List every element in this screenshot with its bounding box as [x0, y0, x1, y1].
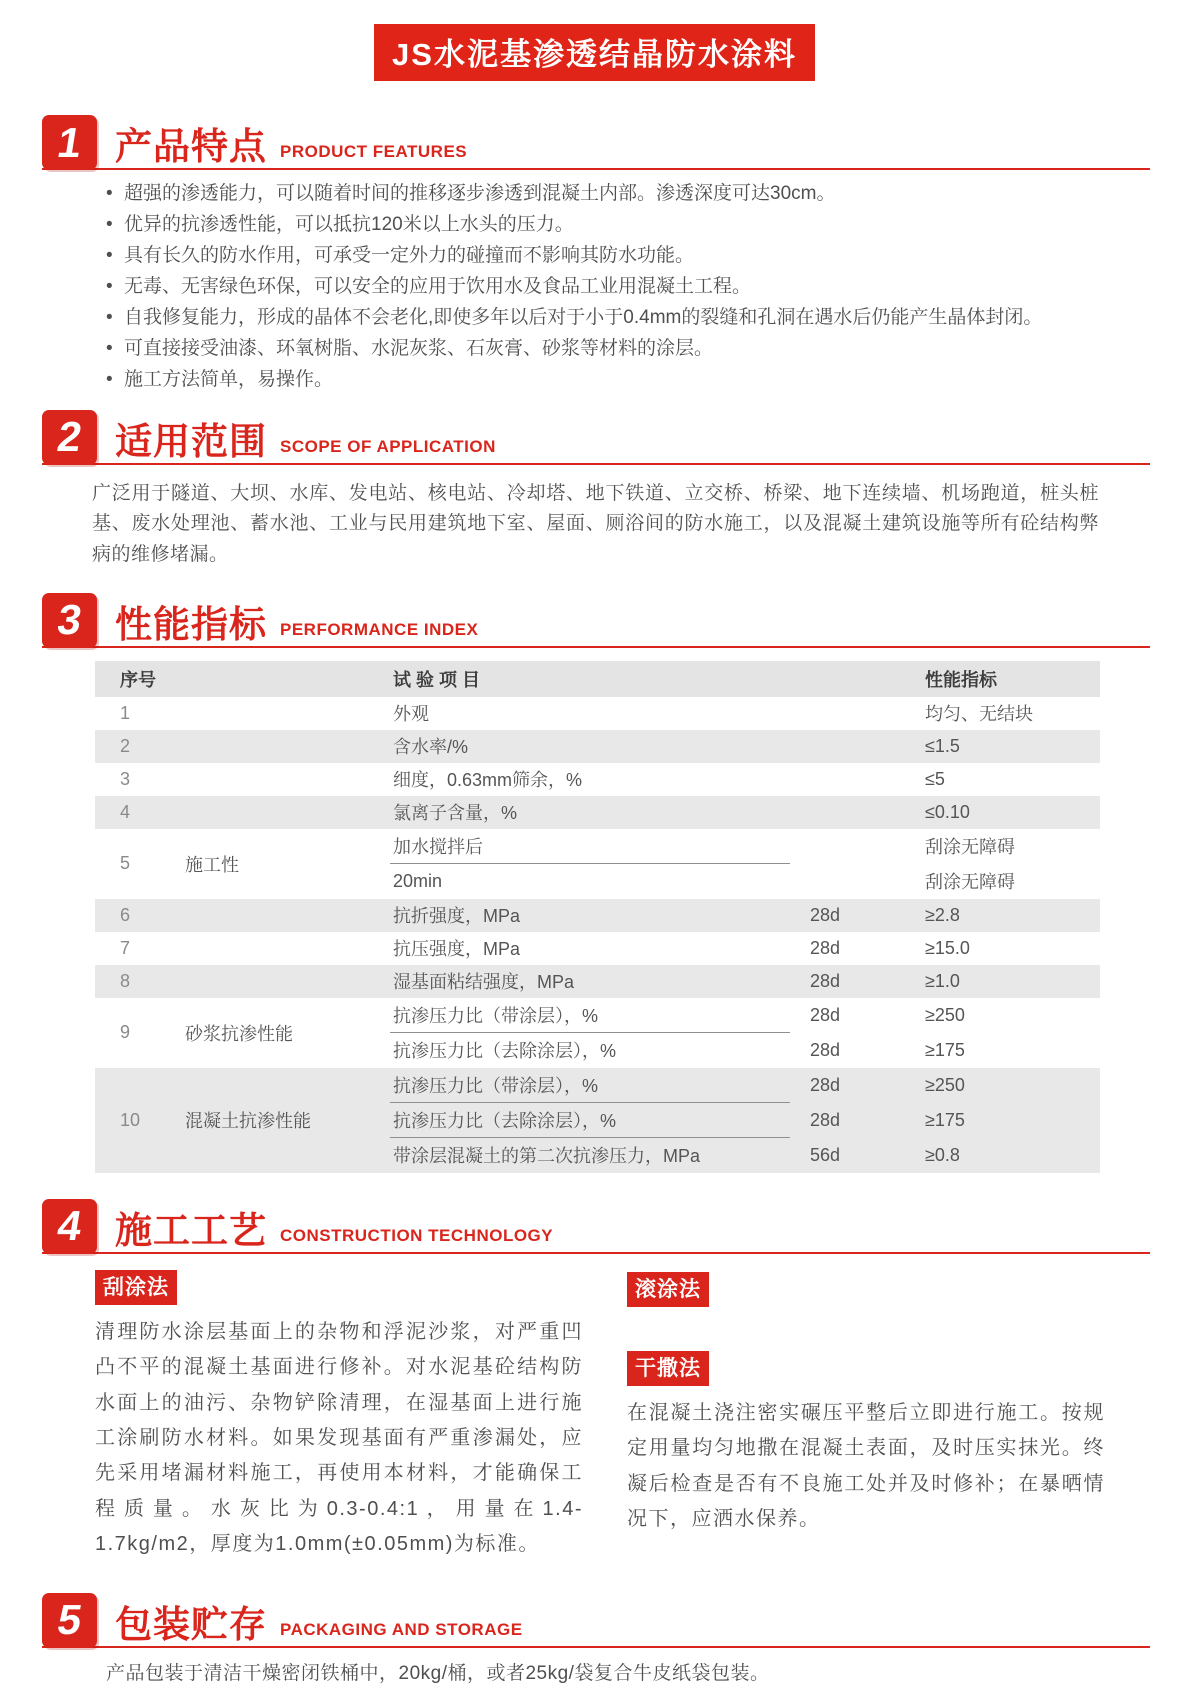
cell-age: 28d — [810, 1109, 841, 1130]
packaging-paragraph: 产品包装于清洁干燥密闭铁桶中，20kg/桶，或者25kg/袋复合牛皮纸袋包装。 — [106, 1662, 770, 1684]
cell-name: 加水搅拌后 — [390, 829, 790, 864]
table-row: 2 含水率/% ≤1.5 — [95, 730, 1100, 763]
section-title-scope: 适用范围 — [115, 420, 267, 462]
feature-item: • 超强的渗透能力，可以随着时间的推移逐步渗透到混凝土内部。渗透深度可达30cm。 — [106, 184, 1129, 204]
construction-methods — [95, 1270, 1105, 1563]
section-number-4: 4 — [42, 1199, 97, 1254]
table-row: 4 氯离子含量，% ≤0.10 — [95, 796, 1100, 829]
cell-name: 抗渗压力比（带涂层），% — [390, 998, 790, 1033]
section-subtitle-construction: CONSTRUCTION TECHNOLOGY — [280, 1225, 554, 1245]
cell-age: 56d — [810, 1144, 841, 1165]
table-header-row — [95, 661, 1100, 697]
cell-value: 刮涂无障碍 — [925, 872, 1015, 893]
col-header-index: 性能指标 — [925, 669, 997, 690]
cell-value: ≥250 — [925, 1004, 965, 1025]
method-badge-dry: 干撒法 — [627, 1351, 709, 1386]
cell-value: ≤0.10 — [925, 801, 970, 822]
section-header-features — [42, 115, 1150, 170]
cell-value: ≥15.0 — [925, 937, 970, 958]
cell-age: 28d — [810, 1074, 841, 1095]
cell-group: 砂浆抗渗性能 — [185, 1023, 293, 1044]
cell-value: ≤1.5 — [925, 735, 960, 756]
cell-name: 抗渗压力比（去除涂层），% — [393, 1041, 617, 1062]
cell-name: 抗折强度，MPa — [393, 906, 521, 927]
col-header-spacer — [185, 661, 390, 697]
section-subtitle-packaging: PACKAGING AND STORAGE — [280, 1619, 523, 1639]
cell-name: 抗渗压力比（去除涂层），% — [390, 1103, 790, 1138]
cell-value: 均匀、无结块 — [925, 704, 1033, 725]
cell-name: 外观 — [393, 704, 429, 725]
section-number-5: 5 — [42, 1593, 97, 1648]
section-header-construction — [42, 1199, 1150, 1254]
cell-value: ≤5 — [925, 768, 945, 789]
cell-age: 28d — [810, 1039, 841, 1060]
cell-value: ≥175 — [925, 1039, 965, 1060]
method-badge-scrape: 刮涂法 — [95, 1270, 177, 1305]
cell-name: 氯离子含量，% — [393, 803, 518, 824]
table-row: 7 抗压强度，MPa 28d ≥15.0 — [95, 932, 1100, 965]
cell-age — [790, 730, 905, 763]
cell-value: ≥0.8 — [925, 1144, 960, 1165]
col-header-item: 试 验 项 目 — [393, 669, 481, 690]
cell-name: 带涂层混凝土的第二次抗渗压力，MPa — [393, 1146, 701, 1167]
cell-age — [790, 829, 905, 864]
scrape-method-column — [95, 1270, 583, 1563]
section-subtitle-scope: SCOPE OF APPLICATION — [280, 436, 496, 456]
section-title-packaging: 包装贮存 — [115, 1603, 267, 1645]
table-row: 8 湿基面粘结强度，MPa 28d ≥1.0 — [95, 965, 1100, 998]
table-row: 5 施工性 加水搅拌后 刮涂无障碍 20min 刮涂无障碍 — [95, 829, 1100, 899]
performance-table — [95, 661, 1100, 1173]
table-row: 6 抗折强度，MPa 28d ≥2.8 — [95, 899, 1100, 932]
scrape-method-paragraph: 清理防水涂层基面上的杂物和浮泥沙浆，对严重凹凸不平的混凝土基面进行修补。对水泥基砼结构防水面上的油污、杂物铲除清理，在湿基面上进行施工涂刷防水材料。如果发现基面有严重渗漏处，应先采用堵漏材料施工，再使用本材料，才能确保工程质量。水灰比为0.3-0.4:1，用量在1.4-1.7kg/m2，厚度为1.0mm(±0.05mm)为标准。 — [95, 1320, 583, 1556]
cell-age — [790, 697, 905, 730]
roll-dry-method-column — [627, 1270, 1105, 1563]
section-subtitle-features: PRODUCT FEATURES — [280, 142, 468, 161]
section-title-performance: 性能指标 — [115, 603, 267, 645]
table-row: 10 混凝土抗渗性能 抗渗压力比（带涂层），% 28d ≥250 抗渗压力比（去除涂层），% 28d ≥175 带涂层混凝土的第二次抗渗压力，MPa 56d ≥0.8 — [95, 1068, 1100, 1173]
dry-method-paragraph: 在混凝土浇注密实碾压平整后立即进行施工。按规定用量均匀地撒在混凝土表面，及时压实抹光。终凝后检查是否有不良施工处并及时修补；在暴晒情况下，应洒水保养。 — [627, 1401, 1105, 1531]
cell-name: 含水率/% — [393, 737, 469, 758]
section-title-construction: 施工工艺 — [115, 1209, 267, 1251]
method-badge-roll: 滚涂法 — [627, 1272, 709, 1307]
col-header-no: 序号 — [120, 669, 156, 690]
cell-group: 混凝土抗渗性能 — [185, 1111, 311, 1132]
feature-item: • 自我修复能力，形成的晶体不会老化,即使多年以后对于小于0.4mm的裂缝和孔洞在遇水后仍能产生晶体封闭。 — [106, 308, 1129, 328]
cell-age: 28d — [810, 937, 841, 958]
page-header — [0, 0, 1189, 81]
cell-age: 28d — [810, 970, 841, 991]
section-header-packaging — [42, 1593, 1150, 1648]
cell-name: 细度，0.63mm筛余，% — [393, 770, 583, 791]
cell-value: 刮涂无障碍 — [925, 837, 1015, 858]
cell-value: ≥2.8 — [925, 904, 960, 925]
section-title-features: 产品特点 — [115, 126, 267, 167]
cell-age — [790, 796, 905, 829]
feature-item: • 优异的抗渗透性能，可以抵抗120米以上水头的压力。 — [106, 215, 1129, 235]
page-title-banner: JS水泥基渗透结晶防水涂料 — [374, 24, 815, 81]
feature-list — [106, 184, 1129, 390]
feature-item: • 具有长久的防水作用，可承受一定外力的碰撞而不影响其防水功能。 — [106, 246, 1129, 266]
section-header-performance — [42, 593, 1150, 648]
cell-name: 20min — [393, 870, 443, 891]
cell-age: 28d — [810, 1004, 841, 1025]
section-number-2: 2 — [42, 410, 97, 465]
cell-name: 抗渗压力比（带涂层），% — [390, 1068, 790, 1103]
section-header-scope — [42, 410, 1150, 465]
cell-value: ≥175 — [925, 1109, 965, 1130]
cell-age — [790, 864, 905, 899]
scope-paragraph: 广泛用于隧道、大坝、水库、发电站、核电站、冷却塔、地下铁道、立交桥、桥梁、地下连续墙、机场跑道，桩头桩基、废水处理池、蓄水池、工业与民用建筑地下室、屋面、厕浴间的防水施工，以及混凝土建筑设施等所有砼结构弊病的维修堵漏。 — [92, 482, 1099, 566]
cell-name: 抗压强度，MPa — [393, 939, 521, 960]
cell-group: 施工性 — [185, 854, 239, 875]
cell-age: 28d — [810, 904, 841, 925]
cell-value: ≥250 — [925, 1074, 965, 1095]
table-row: 1 外观 均匀、无结块 — [95, 697, 1100, 730]
feature-item: • 施工方法简单，易操作。 — [106, 370, 1129, 390]
table-row: 9 砂浆抗渗性能 抗渗压力比（带涂层），% 28d ≥250 抗渗压力比（去除涂层），% 28d ≥175 — [95, 998, 1100, 1068]
feature-item: • 可直接接受油漆、环氧树脂、水泥灰浆、石灰膏、砂浆等材料的涂层。 — [106, 339, 1129, 359]
cell-value: ≥1.0 — [925, 970, 960, 991]
section-subtitle-performance: PERFORMANCE INDEX — [280, 619, 479, 639]
section-number-3: 3 — [42, 593, 97, 648]
cell-name: 湿基面粘结强度，MPa — [393, 972, 575, 993]
feature-item: • 无毒、无害绿色环保，可以安全的应用于饮用水及食品工业用混凝土工程。 — [106, 277, 1129, 297]
section-number-1: 1 — [42, 115, 97, 170]
table-row: 3 细度，0.63mm筛余，% ≤5 — [95, 763, 1100, 796]
cell-age — [790, 763, 905, 796]
